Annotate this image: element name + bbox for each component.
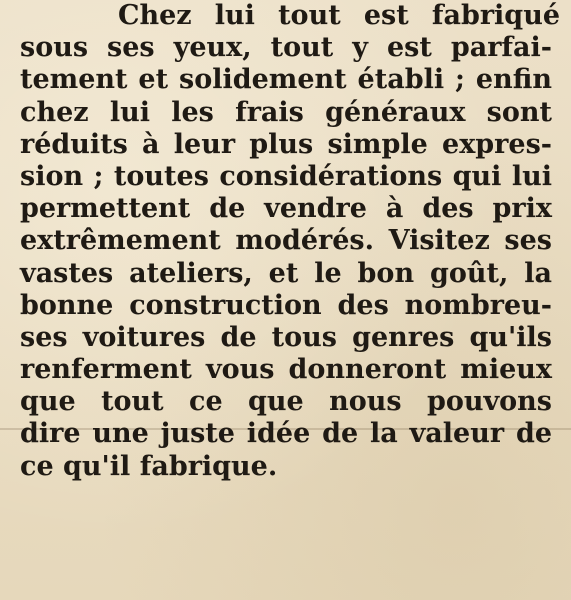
text-line: bonne construction des nombreu- bbox=[20, 289, 552, 321]
text-line: ce qu'il fabrique. bbox=[20, 450, 278, 482]
text-line: sion ; toutes considérations qui lui bbox=[20, 160, 552, 192]
text-line: renferment vous donneront mieux bbox=[20, 354, 552, 386]
text-line: chez lui les frais généraux sont bbox=[20, 96, 552, 128]
text-line: ses voitures de tous genres qu'ils bbox=[20, 321, 552, 353]
text-line: permettent de vendre à des prix bbox=[20, 193, 552, 225]
text-line: extrêmement modérés. Visitez ses bbox=[20, 225, 552, 257]
article-paragraph bbox=[20, 0, 560, 483]
text-line: réduits à leur plus simple expres- bbox=[20, 128, 552, 160]
text-line: tement et solidement établi ; enfin bbox=[20, 64, 552, 96]
text-line: dire une juste idée de la valeur de bbox=[20, 418, 552, 450]
text-line: que tout ce que nous pouvons bbox=[20, 386, 552, 418]
text-line: Chez lui tout est fabriqué bbox=[118, 0, 560, 31]
text-line: vastes ateliers, et le bon goût, la bbox=[20, 257, 552, 289]
text-line: sous ses yeux, tout y est parfai- bbox=[20, 32, 552, 64]
